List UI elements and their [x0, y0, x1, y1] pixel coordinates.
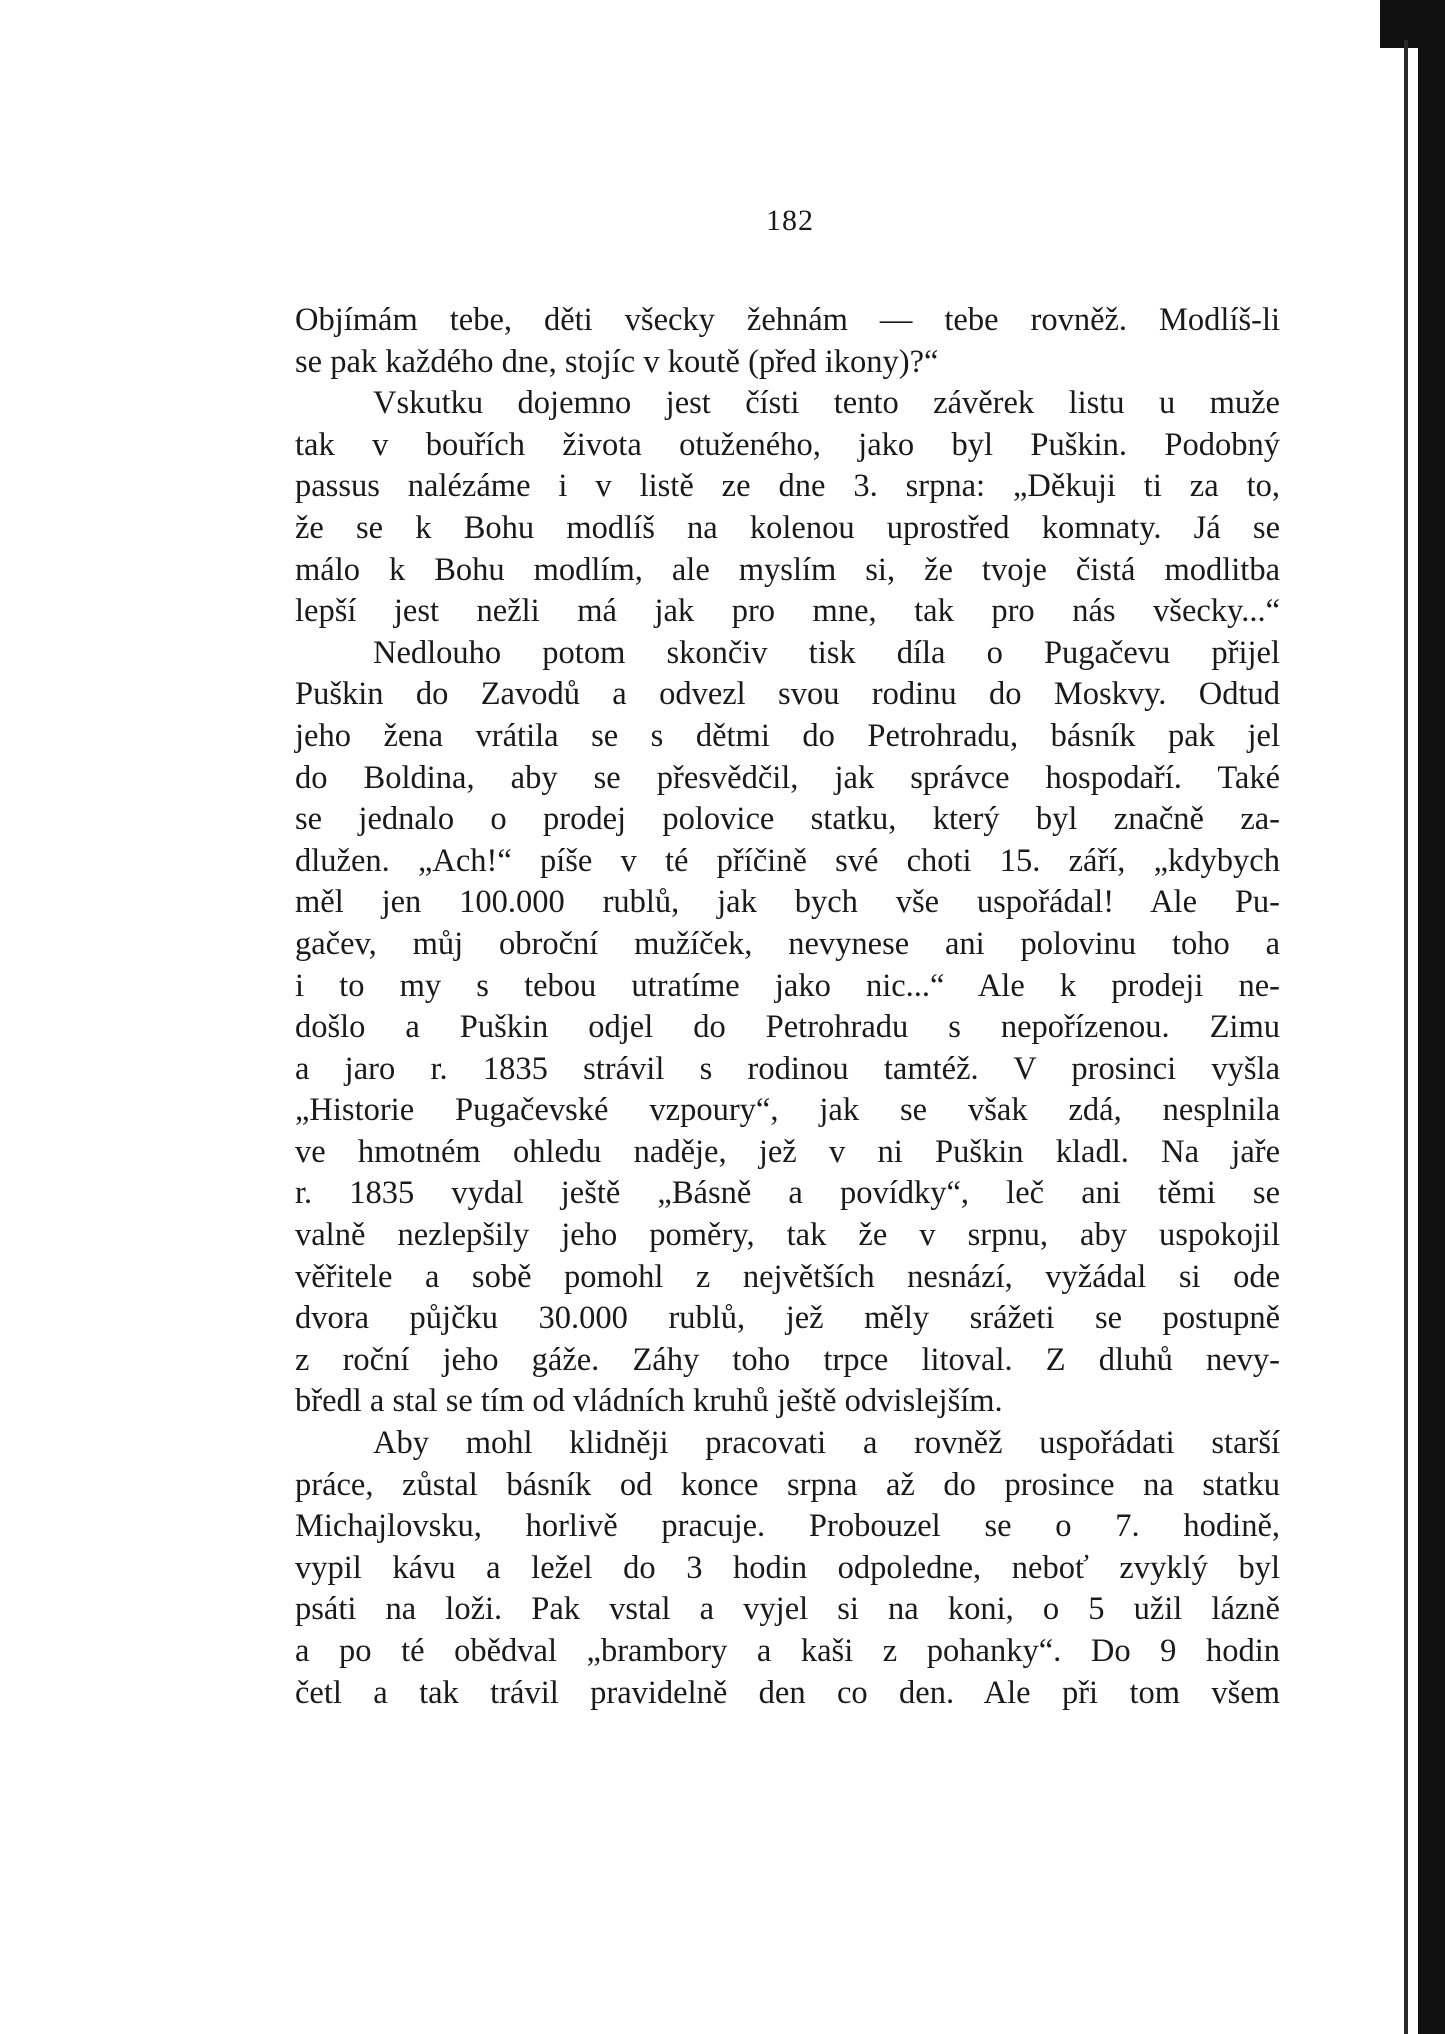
text-line: bředl a stal se tím od vládních kruhů ještě odvislejším.	[295, 1383, 1003, 1420]
page-number: 182	[766, 204, 814, 237]
text-line: došlo a Puškin odjel do Petrohradu s nepořízenou. Zimu	[295, 1009, 1280, 1046]
text-line: jeho žena vrátila se s dětmi do Petrohradu, básník pak jel	[295, 717, 1280, 754]
text-line: a po té obědval „brambory a kaši z pohanky“. Do 9 hodin	[295, 1633, 1280, 1669]
body-text	[295, 300, 1280, 1714]
text-line: do Boldina, aby se přesvědčil, jak správce hospodaří. Také	[295, 759, 1280, 796]
text-line: valně nezlepšily jeho poměry, tak že v srpnu, aby uspokojil	[295, 1217, 1280, 1254]
text-line: četl a tak trávil pravidelně den co den. Ale při tom všem	[295, 1674, 1280, 1711]
text-line: tak v bouřích života otuženého, jako byl Puškin. Podobný	[295, 426, 1280, 463]
text-line: Puškin do Zavodů a odvezl svou rodinu do Moskvy. Odtud	[295, 676, 1280, 713]
text-line: se pak každého dne, stojíc v koutě (před ikony)?“	[295, 343, 939, 380]
text-line: se jednalo o prodej polovice statku, který byl značně za-	[295, 801, 1280, 838]
text-line: r. 1835 vydal ještě „Básně a povídky“, leč ani těmi se	[295, 1175, 1280, 1212]
text-line: Aby mohl klidněji pracovati a rovněž uspořádati starší	[373, 1425, 1280, 1462]
text-line: Objímám tebe, děti všecky žehnám — tebe rovněž. Modlíš-li	[295, 302, 1280, 338]
text-line: ve hmotném ohledu naděje, jež v ni Puškin kladl. Na jaře	[295, 1133, 1280, 1170]
text-line: dlužen. „Ach!“ píše v té příčině své choti 15. září, „kdybych	[295, 842, 1280, 879]
text-line: málo k Bohu modlím, ale myslím si, že tvoje čistá modlitba	[295, 551, 1280, 588]
text-line: psáti na loži. Pak vstal a vyjel si na koni, o 5 užil lázně	[295, 1591, 1280, 1628]
text-line: z roční jeho gáže. Záhy toho trpce litoval. Z dluhů nevy-	[295, 1341, 1280, 1378]
text-line: passus nalézáme i v listě ze dne 3. srpna: „Děkuji ti za to,	[295, 468, 1280, 505]
scan-edge-right	[1418, 0, 1445, 2034]
text-line: dvora půjčku 30.000 rublů, jež měly srážeti se postupně	[295, 1300, 1280, 1337]
text-line: „Historie Pugačevské vzpoury“, jak se však zdá, nesplnila	[295, 1092, 1280, 1129]
text-line: i to my s tebou utratíme jako nic...“ Ale k prodeji ne-	[295, 967, 1280, 1004]
text-line: vypil kávu a ležel do 3 hodin odpoledne, neboť zvyklý byl	[295, 1549, 1280, 1586]
text-line: že se k Bohu modlíš na kolenou uprostřed komnaty. Já se	[295, 509, 1280, 546]
scan-edge-line	[1404, 40, 1408, 2034]
text-line: Nedlouho potom skončiv tisk díla o Pugačevu přijel	[373, 634, 1280, 671]
text-line: gačev, můj obroční mužíček, nevynese ani polovinu toho a	[295, 925, 1280, 962]
text-line: měl jen 100.000 rublů, jak bych vše uspořádal! Ale Pu-	[295, 884, 1280, 921]
text-line: lepší jest nežli má jak pro mne, tak pro nás všecky...“	[295, 593, 1280, 630]
text-line: a jaro r. 1835 strávil s rodinou tamtéž. V prosinci vyšla	[295, 1050, 1280, 1087]
text-line: práce, zůstal básník od konce srpna až do prosince na statku	[295, 1466, 1280, 1503]
text-line: Michajlovsku, horlivě pracuje. Probouzel se o 7. hodině,	[295, 1508, 1280, 1545]
text-line: Vskutku dojemno jest čísti tento závěrek listu u muže	[373, 385, 1280, 422]
text-line: věřitele a sobě pomohl z největších nesnází, vyžádal si ode	[295, 1258, 1280, 1295]
